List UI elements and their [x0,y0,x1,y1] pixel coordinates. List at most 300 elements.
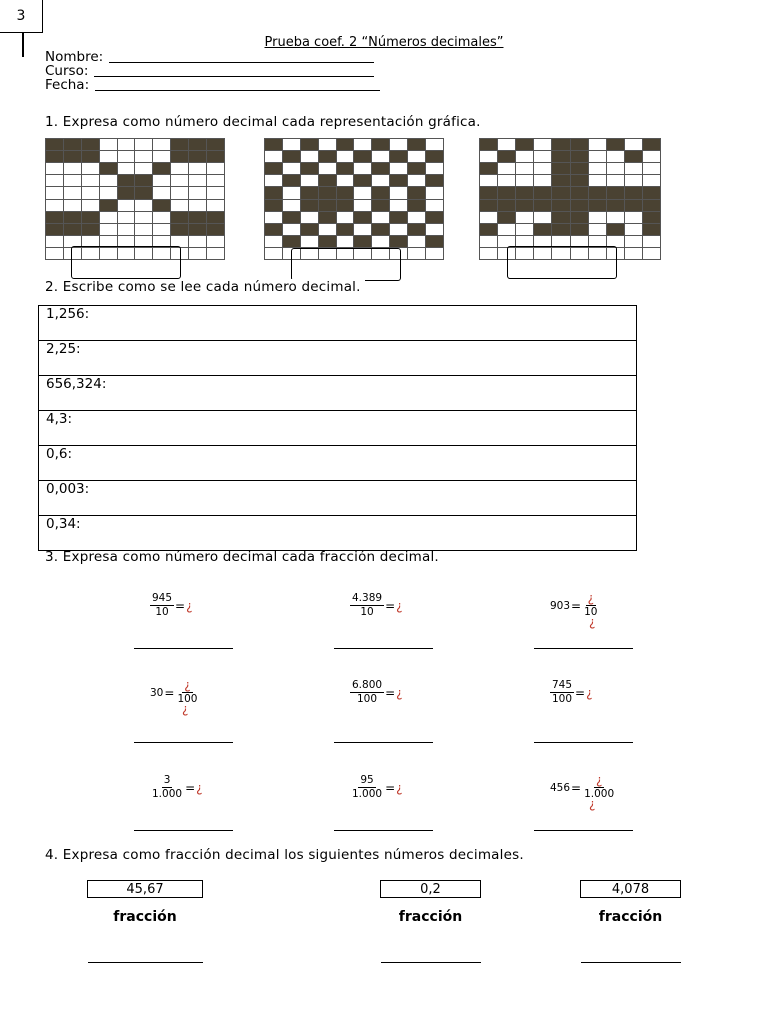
grid-cell [301,187,318,198]
grid-cell [283,175,300,186]
grid-cell [319,187,336,198]
grid-cell [265,139,282,150]
table-row[interactable] [39,481,637,516]
grid-cell [118,175,135,186]
grid-cell [46,175,63,186]
grid-cell [265,200,282,211]
fraction-answer-line[interactable] [534,830,633,831]
grid-cell [153,224,170,235]
grid-cell [301,212,318,223]
fraction-answer-line[interactable] [534,648,633,649]
grid-cell [534,200,551,211]
grid-cell [337,139,354,150]
grid-cell [643,212,660,223]
date-line[interactable] [95,89,380,91]
grid-cell [426,200,443,211]
grid-cell [354,175,371,186]
grid-cell [283,139,300,150]
answer-box-1[interactable] [71,246,181,279]
grid-cell [171,163,188,174]
equals-sign: = [185,780,196,795]
grid-cell [516,187,533,198]
answer-box-2[interactable] [291,248,401,281]
grid-cell [301,163,318,174]
fraction-numerator: 945 [152,592,173,604]
grid-cell [135,224,152,235]
grid-cell [100,175,117,186]
grid-cell [372,175,389,186]
grid-cell [135,187,152,198]
grid-cell [46,187,63,198]
grid-cell [337,151,354,162]
whole-number: 903 [550,599,571,612]
grid-cell [408,163,425,174]
grid-cell [607,163,624,174]
grid-cell [408,212,425,223]
grid-cell [153,151,170,162]
fraction-answer-line[interactable] [134,648,233,649]
grid-cell [171,187,188,198]
grid-cell [64,175,81,186]
grid-cell [118,139,135,150]
grid-cell [408,224,425,235]
equals-sign: = [571,780,582,795]
grid-representation-1 [45,138,225,260]
answer-mark: ¿ [589,615,596,629]
grid-cell [189,175,206,186]
grid-cell [426,236,443,247]
fraction-numerator: 4.389 [352,592,383,604]
answer-mark: ¿ [586,685,593,700]
grid-cell [643,175,660,186]
grid-cell [498,163,515,174]
grid-cell [301,200,318,211]
grid-cell [189,200,206,211]
grid-cell [426,151,443,162]
grid-cell [135,139,152,150]
grid-cell [100,212,117,223]
grid-cell [283,200,300,211]
grid-cell [552,163,569,174]
date-field[interactable] [45,78,380,93]
grid-cell [607,151,624,162]
grid-cell [643,187,660,198]
course-label: Curso: [45,63,89,79]
grid-cell [480,236,497,247]
grid-cell [390,139,407,150]
grid-cell [625,175,642,186]
grid-cell [46,139,63,150]
grid-cell [354,187,371,198]
grid-cell [118,212,135,223]
grid-cell [372,151,389,162]
grid-cell [390,175,407,186]
grid-cell [153,139,170,150]
grid-cell [408,187,425,198]
grid-cell [301,175,318,186]
grid-cell [552,175,569,186]
grid-cell [516,200,533,211]
grid-cell [372,236,389,247]
fraction-denominator: 10 [584,606,598,618]
fraction-exercise [150,678,199,716]
section-2-title: 2. Escribe como se lee cada número decimal. [45,279,365,295]
grid-cell [390,200,407,211]
grid-cell [643,236,660,247]
grid-cell [498,175,515,186]
fraction-denominator: 100 [552,693,573,705]
grid-cell [265,151,282,162]
grid-cell [100,187,117,198]
grid-cell [534,224,551,235]
grid-cell [408,200,425,211]
answer-mark: ¿ [396,598,403,613]
fraction-label-1: fracción [113,909,177,925]
table-row[interactable] [39,376,637,411]
number-to-read-cell[interactable]: 656,324: [39,376,637,411]
fraction-numerator: 745 [552,679,573,691]
fraction-label-3: fracción [598,909,663,925]
grid-cell [189,163,206,174]
fraction-answer-line-2[interactable] [381,962,481,963]
course-field[interactable] [45,64,374,79]
grid-cell [552,187,569,198]
grid-cell [589,212,606,223]
fraction-answer-line-3[interactable] [581,962,681,963]
fraction [150,775,184,800]
grid-cell [189,224,206,235]
grid-cell [82,187,99,198]
grid-cell [426,187,443,198]
grid-cell [283,224,300,235]
fraction-numerator: 95 [360,774,374,786]
table-row[interactable] [39,516,637,551]
grid-cell [64,212,81,223]
fraction [550,680,574,705]
grid-cell [283,212,300,223]
grid-cell [207,151,224,162]
grid-cell [64,163,81,174]
grid-representation-2 [264,138,444,260]
grid-cell [552,151,569,162]
grid-cell [64,139,81,150]
grid-cell [498,187,515,198]
grid-cell [607,224,624,235]
grid-cell [498,200,515,211]
equals-sign: = [385,685,396,700]
fraction [350,775,384,800]
fraction-numerator: ¿ [587,591,594,605]
grid-cell [625,212,642,223]
grid-cell [135,212,152,223]
fraction-denominator: 10 [360,606,374,618]
equals-sign: = [175,598,186,613]
grid-cell [571,163,588,174]
number-to-read-cell[interactable]: 1,256: [39,306,637,341]
course-line[interactable] [94,75,374,77]
fraction-answer-line[interactable] [334,830,433,831]
answer-mark: ¿ [182,702,189,716]
grid-cell [64,151,81,162]
grid-cell [319,175,336,186]
grid-cell [207,187,224,198]
number-to-read-cell[interactable]: 4,3: [39,411,637,446]
grid-cell [100,139,117,150]
fraction-exercise [550,773,616,811]
grid-cell [82,139,99,150]
grid-cell [354,212,371,223]
grid-cell [189,212,206,223]
grid-cell [171,151,188,162]
grid-cell [207,175,224,186]
grid-cell [534,187,551,198]
grid-cell [643,200,660,211]
grid-cell [480,139,497,150]
grid-cell [589,163,606,174]
grid-cell [643,163,660,174]
table-row[interactable] [39,411,637,446]
grid-cell [372,212,389,223]
grid-cell [607,212,624,223]
grid-cell [534,139,551,150]
grid-cell [480,151,497,162]
fraction-answer-line[interactable] [134,742,233,743]
grid-cell [189,236,206,247]
grid-cell [265,163,282,174]
answer-mark: ¿ [396,685,403,700]
date-label: Fecha: [45,77,90,93]
document-title: Prueba coef. 2 “Números decimales” [264,35,504,50]
page-number: 3 [0,0,43,33]
grid-cell [283,187,300,198]
name-field[interactable] [45,50,374,65]
equals-sign: = [385,780,396,795]
grid-cell [153,212,170,223]
grid-cell [480,175,497,186]
grid-cell [64,187,81,198]
grid-cell [100,151,117,162]
fraction-exercise [350,680,403,705]
grid-cell [118,224,135,235]
table-row[interactable] [39,306,637,341]
grid-cell [189,187,206,198]
grid-cell [337,236,354,247]
decimal-box-1: 45,67 [87,880,203,898]
grid-cell [118,151,135,162]
fraction-answer-line[interactable] [334,742,433,743]
fraction-exercise [550,591,599,629]
answer-mark: ¿ [589,797,596,811]
grid-cell [354,163,371,174]
grid-cell [408,139,425,150]
grid-cell [643,224,660,235]
grid-cell [552,200,569,211]
grid-cell [498,212,515,223]
grid-cell [480,224,497,235]
grid-cell [571,175,588,186]
fraction-answer-line[interactable] [334,648,433,649]
grid-cell [589,175,606,186]
number-to-read-cell[interactable]: 2,25: [39,341,637,376]
whole-number: 456 [550,781,571,794]
grid-cell [589,139,606,150]
grid-cell [46,212,63,223]
fraction-exercise [350,775,403,800]
grid-cell [534,163,551,174]
grid-cell [589,151,606,162]
grid-cell [516,139,533,150]
grid-cell [82,175,99,186]
grid-cell [354,224,371,235]
answer-mark: ¿ [196,780,203,795]
number-to-read-cell[interactable]: 0,6: [39,446,637,481]
fraction-denominator: 100 [357,693,378,705]
grid-representation-3 [479,138,661,260]
grid-cell [534,175,551,186]
fraction-numerator: 6.800 [352,679,383,691]
grid-cell [408,248,425,259]
fraction-answer-line[interactable] [534,742,633,743]
grid-cell [301,224,318,235]
name-line[interactable] [109,61,374,63]
number-to-read-cell[interactable]: 0,34: [39,516,637,551]
grid-cell [607,200,624,211]
grid-cell [354,200,371,211]
grid-cell [408,151,425,162]
grid-cell [135,200,152,211]
grid-cell [171,224,188,235]
grid-cell [552,224,569,235]
grid-cell [64,200,81,211]
fraction-numerator: 3 [163,774,171,786]
grid-cell [319,163,336,174]
grid-cell [516,151,533,162]
grid-cell [498,224,515,235]
section-4-title: 4. Expresa como fracción decimal los siguientes números decimales. [45,847,524,863]
grid-cell [135,163,152,174]
grid-cell [301,236,318,247]
fraction-denominator: 10 [155,606,169,618]
grid-cell [480,200,497,211]
grid-cell [571,200,588,211]
grid-cell [625,236,642,247]
equals-sign: = [385,598,396,613]
grid-cell [372,200,389,211]
grid-cell [82,224,99,235]
grid-cell [319,224,336,235]
grid-cell [189,248,206,259]
grid-cell [118,200,135,211]
grid-cell [426,248,443,259]
grid-cell [643,151,660,162]
grid-cell [516,212,533,223]
fraction-denominator: 1.000 [152,788,183,800]
fraction-exercise [150,593,192,618]
grid-cell [207,248,224,259]
grid-cell [625,139,642,150]
grid-cell [46,236,63,247]
grid-cell [589,200,606,211]
grid-cell [207,224,224,235]
grid-cell [607,139,624,150]
grid-cell [480,212,497,223]
grid-cell [82,163,99,174]
grid-cell [118,187,135,198]
grid-cell [426,212,443,223]
grid-cell [153,200,170,211]
grid-cell [283,151,300,162]
whole-number: 30 [150,686,164,699]
grid-cell [301,151,318,162]
grid-cell [625,187,642,198]
grid-cell [426,163,443,174]
grid-cell [283,236,300,247]
grid-cell [534,151,551,162]
grid-cell [480,163,497,174]
grid-cell [372,139,389,150]
grid-cell [589,224,606,235]
fraction-denominator: 100 [177,693,198,705]
grid-cell [571,224,588,235]
grid-cell [46,200,63,211]
grid-cell [118,163,135,174]
fraction [582,775,616,800]
grid-cell [46,163,63,174]
grid-cell [337,187,354,198]
grid-cell [171,175,188,186]
grid-cell [354,151,371,162]
decimal-box-3: 4,078 [580,880,681,898]
grid-cell [265,224,282,235]
grid-cell [171,139,188,150]
grid-cell [319,139,336,150]
table-row[interactable] [39,446,637,481]
grid-cell [337,175,354,186]
grid-cell [337,224,354,235]
grid-cell [552,212,569,223]
grid-cell [207,236,224,247]
grid-cell [372,163,389,174]
grid-cell [498,139,515,150]
number-to-read-cell[interactable]: 0,003: [39,481,637,516]
grid-cell [265,175,282,186]
grid-cell [189,139,206,150]
equals-sign: = [571,598,582,613]
grid-cell [625,248,642,259]
grid-cell [372,187,389,198]
grid-cell [301,139,318,150]
grid-cell [390,187,407,198]
grid-cell [625,151,642,162]
grid-cell [498,151,515,162]
grid-cell [571,212,588,223]
equals-sign: = [164,685,175,700]
grid-cell [265,248,282,259]
grid-cell [46,151,63,162]
table-row[interactable] [39,341,637,376]
answer-box-3[interactable] [507,246,617,279]
grid-cell [153,175,170,186]
numbers-to-read-table [38,305,637,551]
answer-mark: ¿ [186,598,193,613]
grid-cell [516,224,533,235]
fraction-numerator: ¿ [184,678,191,692]
fraction-answer-line[interactable] [134,830,233,831]
fraction-answer-line-1[interactable] [88,962,203,963]
grid-cell [480,187,497,198]
grid-cell [625,163,642,174]
grid-cell [372,224,389,235]
